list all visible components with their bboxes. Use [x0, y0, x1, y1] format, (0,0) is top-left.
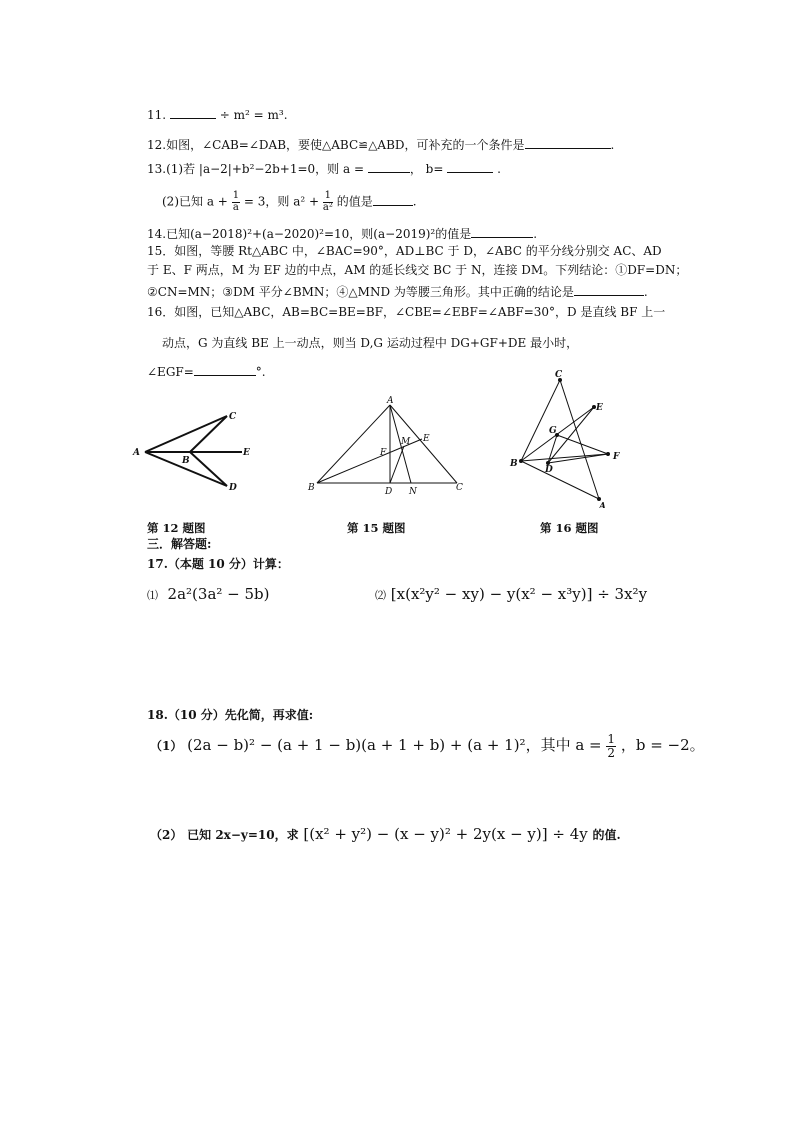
- q18-part1-number: （1）: [150, 739, 183, 754]
- q13-a-blank[interactable]: [368, 160, 410, 173]
- fig12-label-c: C: [229, 412, 237, 422]
- q13-b-blank[interactable]: [447, 160, 493, 173]
- q18-part1-expression: (2a − b)² − (a + 1 − b)(a + 1 + b) + (a + 1)²，其中 a =: [187, 736, 602, 755]
- fig12-caption: 第 12 题图: [147, 521, 206, 535]
- fig15-caption: 第 15 题图: [347, 521, 406, 535]
- fig12-label-a: A: [133, 448, 140, 458]
- fig12-label-d: D: [229, 483, 237, 493]
- q11: [147, 106, 288, 122]
- q17-part1: [147, 585, 270, 603]
- fig16-label-b: B: [510, 459, 518, 469]
- q18-fraction: [606, 733, 616, 759]
- figure-12: [130, 405, 260, 495]
- q12-answer-blank[interactable]: [525, 136, 611, 149]
- q15-answer-blank[interactable]: [574, 283, 644, 296]
- q17-part1-expression: 2a²(3a² − 5b): [167, 585, 270, 603]
- q11-number: 11.: [147, 108, 167, 122]
- q18-part1: [150, 733, 705, 759]
- q11-end: .: [283, 108, 288, 122]
- q14-answer-blank[interactable]: [471, 225, 533, 238]
- fig16-label-d: D: [545, 465, 553, 475]
- q18-frac-den: 2: [607, 745, 616, 760]
- fig15-label-n: N: [409, 487, 417, 497]
- q15-line-3-text: ②CN=MN；③DM 平分∠BMN；④△MND 为等腰三角形。其中正确的结论是: [147, 285, 574, 299]
- fig12-label-b: B: [182, 456, 190, 466]
- q11-answer-blank[interactable]: [170, 106, 216, 119]
- q16-line-3: ∠EGF= °.: [147, 365, 266, 379]
- q18-part2-expression: [(x² + y²) − (x − y)² + 2y(x − y)] ÷ 4y: [303, 825, 588, 843]
- q13-frac1-den: a: [232, 201, 239, 213]
- q14: 14.已知(a−2018)²+(a−2020)²=10，则(a−2019)²的值是 .: [147, 227, 538, 241]
- q18-part2-prefix: 已知 2x−y=10，求: [187, 828, 299, 842]
- q13-part2: (2)已知 a + $\frac{1}{a}$ = 3，则 a² + $\frac{1}{\text{a²}}$ 的值是 .: [162, 190, 417, 213]
- q13-b-label: b=: [425, 162, 444, 176]
- fig16-label-f: F: [613, 452, 620, 462]
- fig15-label-a: A: [387, 396, 394, 406]
- fig15-label-m: M: [401, 437, 411, 447]
- q16-degree: °: [255, 365, 262, 379]
- fig16-label-a: A: [599, 502, 606, 508]
- fig15-label-b: B: [308, 483, 315, 493]
- q13-fraction-2: [323, 191, 333, 213]
- q17-part1-number: ⑴: [147, 589, 158, 602]
- section-3-heading: 三．解答题:: [147, 537, 212, 551]
- figure-15: [305, 395, 470, 497]
- fig16-caption: 第 16 题图: [540, 521, 599, 535]
- fig12-label-e: E: [243, 448, 250, 458]
- fig15-label-c: C: [456, 483, 463, 493]
- q13-part2-a: a +: [206, 194, 228, 209]
- fig16-label-e: E: [596, 403, 603, 413]
- q18-frac-num: 1: [607, 732, 616, 746]
- q13-frac2-den: a²: [322, 201, 333, 213]
- q11-expression: m² = m³: [233, 108, 284, 122]
- q13-part2-mid: = 3，则 a² +: [243, 194, 320, 209]
- q18-part2-number: （2）: [150, 828, 183, 842]
- q16-line-2: 动点，G 为直线 BE 上一动点，则当 D,G 运动过程中 DG+GF+DE 最小时，: [162, 336, 579, 350]
- fig16-label-c: C: [555, 370, 563, 380]
- q13-part2-post: 的值是: [336, 194, 373, 209]
- q18-part2: [150, 825, 621, 843]
- fig15-label-e: E: [423, 434, 430, 444]
- q14-text: 14.已知(a−2018)²+(a−2020)²=10，则(a−2019)²的值是: [147, 227, 472, 241]
- q17-title: 17.（本题 10 分）计算：: [147, 557, 289, 571]
- q13-frac2-num: 1: [324, 190, 332, 201]
- q13-frac1-num: 1: [232, 190, 240, 201]
- q17-part2-number: ⑵: [375, 589, 386, 602]
- q13-a-label: a =: [342, 162, 365, 176]
- q15-line-3: ②CN=MN；③DM 平分∠BMN；④△MND 为等腰三角形。其中正确的结论是 .: [147, 285, 648, 299]
- q12-text: 12.如图，∠CAB=∠DAB，要使△ABC≌△ABD，可补充的一个条件是: [147, 138, 525, 152]
- fig15-label-f: F: [380, 448, 387, 458]
- q13-part2-prefix: (2)已知: [162, 194, 203, 209]
- q13-fraction-1: [232, 191, 240, 213]
- q13-part1: 13.(1)若 |a−2|+b²−2b+1=0，则 a = ， b= .: [147, 162, 501, 176]
- q11-divide: ÷: [219, 108, 230, 122]
- figure-16: [505, 366, 635, 508]
- q16-line-1: 16．如图，已知△ABC，AB=BC=BE=BF，∠CBE=∠EBF=∠ABF=30°，D 是直线 BF 上一: [147, 305, 666, 319]
- q13-part1-prefix: 13.(1)若: [147, 162, 196, 176]
- q17-part2-expression: [x(x²y² − xy) − y(x² − x³y)] ÷ 3x²y: [390, 585, 648, 603]
- q15-line-2: 于 E、F 两点，M 为 EF 边的中点，AM 的延长线交 BC 于 N，连接 DM。下列结论：①DF=DN；: [147, 263, 688, 277]
- q13-part2-blank[interactable]: [373, 193, 413, 206]
- q12: [147, 136, 614, 152]
- q17-part2: [375, 585, 647, 603]
- q18-part1-tail: ，b = −2。: [620, 736, 705, 755]
- q15-line-1: 15．如图，等腰 Rt△ABC 中，∠BAC=90°，AD⊥BC 于 D，∠ABC 的平分线分别交 AC、AD: [147, 244, 662, 258]
- fig15-label-d: D: [385, 487, 393, 497]
- q16-prefix: ∠EGF=: [147, 365, 194, 379]
- fig16-label-g: G: [549, 426, 557, 436]
- q12-end: .: [610, 138, 615, 152]
- q13-end: .: [497, 162, 501, 176]
- q18-title: 18.（10 分）先化简，再求值:: [147, 708, 314, 722]
- q16-answer-blank[interactable]: [194, 363, 256, 376]
- q13-part1-expression: |a−2|+b²−2b+1=0，则: [198, 162, 340, 176]
- q18-part2-post: 的值.: [592, 828, 621, 842]
